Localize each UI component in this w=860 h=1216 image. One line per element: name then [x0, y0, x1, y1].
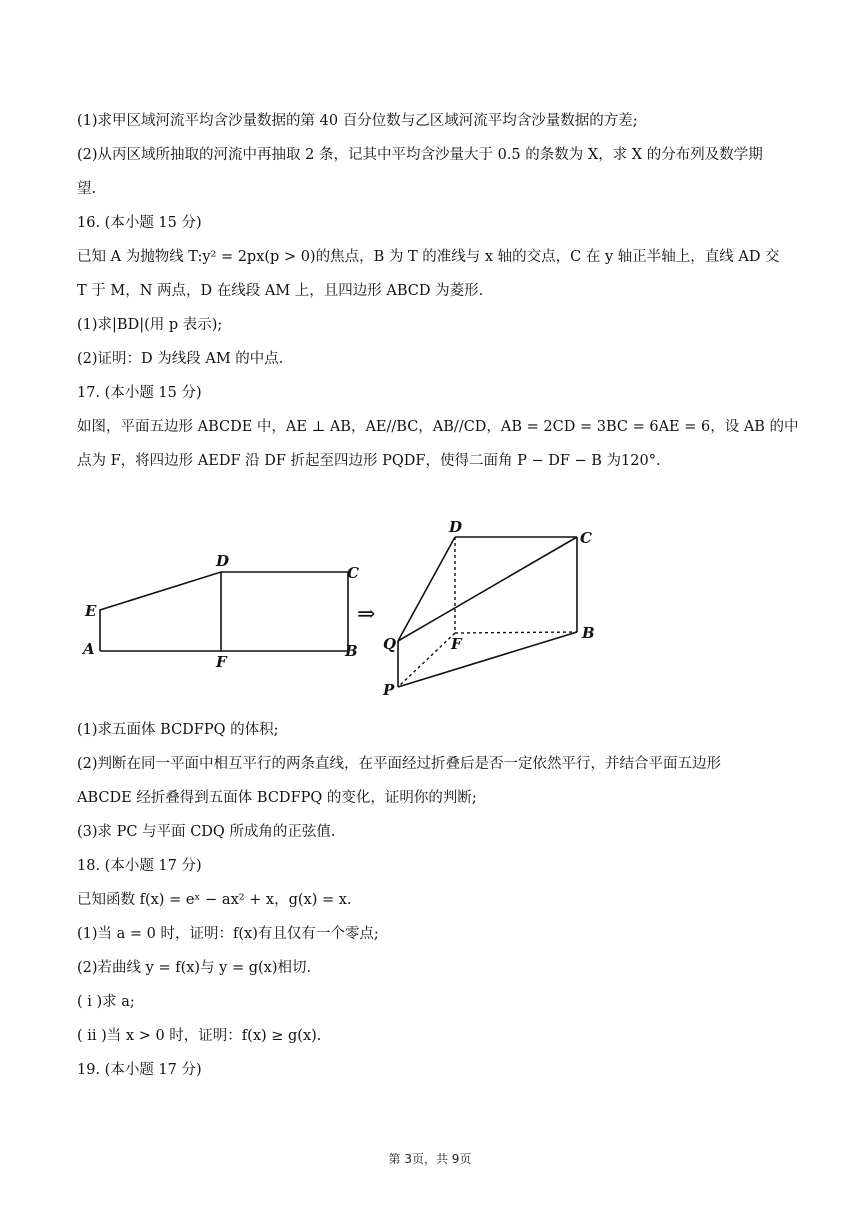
label-C-3d: C — [580, 529, 592, 547]
problem-18-header: 18. (本小题 17 分) — [77, 858, 202, 874]
text-line-17: 已知函数 f(x) = eˣ − ax² + x，g(x) = x. — [77, 892, 352, 908]
text-line-11: 点为 F，将四边形 AEDF 沿 DF 折起至四边形 PQDF，使得二面角 P − DF − B 为120°. — [77, 453, 661, 469]
label-B: B — [345, 642, 358, 660]
text-line-6: T 于 M，N 两点，D 在线段 AM 上，且四边形 ABCD 为菱形. — [77, 283, 484, 299]
label-B-3d: B — [582, 624, 595, 642]
problem-19-header: 19. (本小题 17 分) — [77, 1062, 202, 1078]
text-line-2: (2)从丙区域所抽取的河流中再抽取 2 条，记其中平均含沙量大于 0.5 的条数为 X，求 X 的分布列及数学期 — [77, 147, 763, 163]
label-Q-3d: Q — [383, 635, 397, 653]
label-A: A — [83, 640, 95, 658]
folding-figure — [77, 515, 607, 700]
solid-diagram — [398, 537, 577, 687]
label-C: C — [347, 564, 359, 582]
label-F: F — [216, 653, 227, 671]
text-line-13: (2)判断在同一平面中相互平行的两条直线，在平面经过折叠后是否一定依然平行，并结合平面五边形 — [77, 756, 722, 772]
label-F-3d: F — [451, 635, 462, 653]
label-D-3d: D — [449, 518, 463, 536]
label-E: E — [85, 602, 97, 620]
text-line-15: (3)求 PC 与平面 CDQ 所成角的正弦值. — [77, 824, 336, 840]
label-P-3d: P — [383, 681, 395, 699]
pentagon-diagram — [100, 572, 348, 651]
page-footer: 第 3页，共 9页 — [388, 1152, 472, 1166]
text-line-18: (1)当 a = 0 时，证明：f(x)有且仅有一个零点; — [77, 926, 379, 942]
problem-16-header: 16. (本小题 15 分) — [77, 215, 202, 231]
text-line-21: ( ii )当 x > 0 时，证明：f(x) ≥ g(x). — [77, 1028, 322, 1044]
text-line-14: ABCDE 经折叠得到五面体 BCDFPQ 的变化，证明你的判断; — [77, 790, 477, 806]
text-line-12: (1)求五面体 BCDFPQ 的体积; — [77, 722, 279, 738]
label-D: D — [216, 552, 230, 570]
text-line-20: ( i )求 a; — [77, 994, 135, 1010]
text-line-8: (2)证明：D 为线段 AM 的中点. — [77, 351, 284, 367]
problem-17-header: 17. (本小题 15 分) — [77, 385, 202, 401]
text-line-3: 望. — [77, 181, 97, 197]
hidden-edges — [398, 537, 577, 687]
text-line-19: (2)若曲线 y = f(x)与 y = g(x)相切. — [77, 960, 312, 976]
text-line-10: 如图，平面五边形 ABCDE 中，AE ⊥ AB，AE//BC，AB//CD，AB = 2CD = 3BC = 6AE = 6，设 AB 的中 — [77, 419, 799, 435]
text-line-1: (1)求甲区域河流平均含沙量数据的第 40 百分位数与乙区域河流平均含沙量数据的方差; — [77, 113, 638, 129]
text-line-5: 已知 A 为抛物线 T:y² = 2px(p > 0)的焦点，B 为 T 的准线与 x 轴的交点，C 在 y 轴正半轴上，直线 AD 交 — [77, 249, 780, 265]
text-line-7: (1)求|BD|(用 p 表示); — [77, 317, 223, 333]
fold-arrow: ⇒ — [357, 602, 376, 627]
